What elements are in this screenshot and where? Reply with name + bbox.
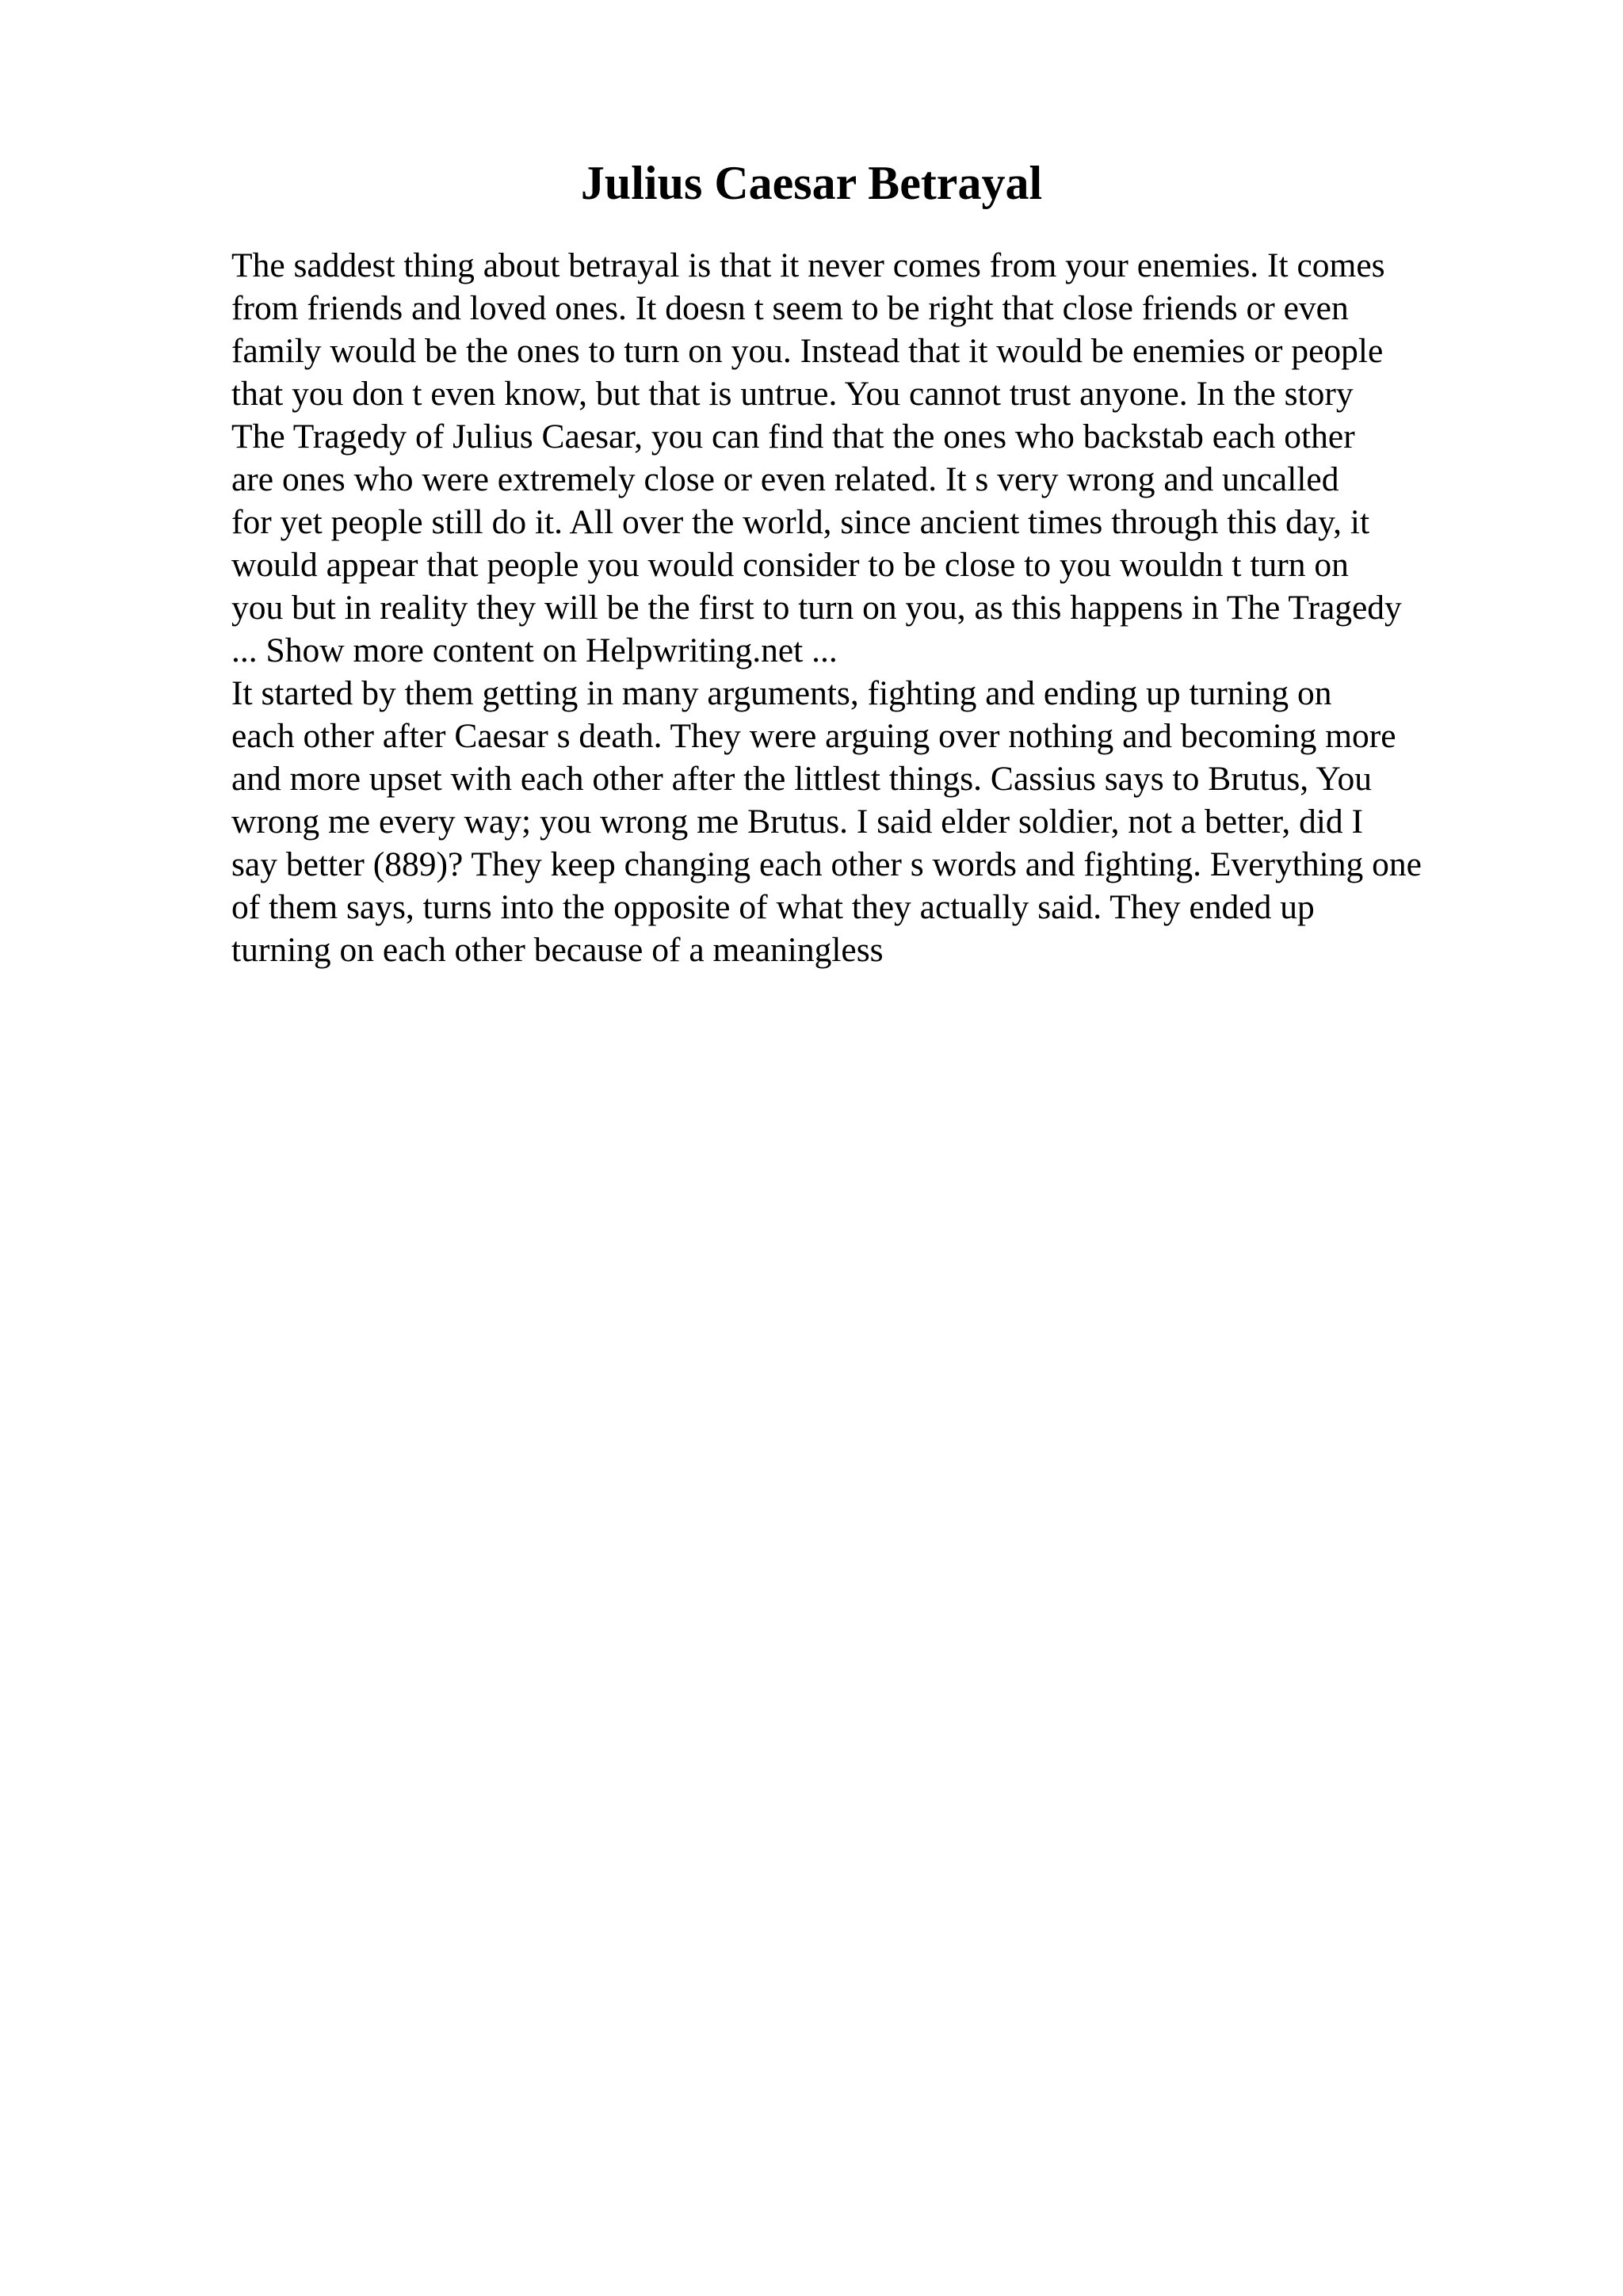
text-line: are ones who were extremely close or even related. It s very wrong and uncalled	[231, 460, 1339, 498]
text-line: would appear that people you would consider to be close to you wouldn t turn on	[231, 546, 1349, 584]
text-line: that you don t even know, but that is untrue. You cannot trust anyone. In the story	[231, 375, 1354, 413]
text-line: The saddest thing about betrayal is that it never comes from your enemies. It comes	[231, 246, 1385, 284]
text-line: for yet people still do it. All over the world, since ancient times through this day, it	[231, 503, 1370, 541]
text-line: turning on each other because of a meaningless	[231, 931, 884, 969]
text-line: The Tragedy of Julius Caesar, you can find that the ones who backstab each other	[231, 418, 1355, 456]
text-line: and more upset with each other after the littlest things. Cassius says to Brutus, You	[231, 760, 1372, 798]
text-line: you but in reality they will be the first to turn on you, as this happens in The Tragedy	[231, 589, 1402, 627]
text-line: It started by them getting in many arguments, fighting and ending up turning on	[231, 674, 1332, 712]
text-line: each other after Caesar s death. They were arguing over nothing and becoming more	[231, 717, 1396, 755]
text-line: wrong me every way; you wrong me Brutus. I said elder soldier, not a better, did I	[231, 803, 1364, 841]
show-more-notice: ... Show more content on Helpwriting.net ...	[231, 631, 838, 669]
document-title: Julius Caesar Betrayal	[580, 157, 1043, 209]
text-line: of them says, turns into the opposite of what they actually said. They ended up	[231, 888, 1315, 926]
text-line: say better (889)? They keep changing each other s words and fighting. Everything one	[231, 845, 1422, 883]
text-line: from friends and loved ones. It doesn t seem to be right that close friends or even	[231, 289, 1349, 327]
document-body	[231, 244, 1594, 971]
text-line: family would be the ones to turn on you. Instead that it would be enemies or people	[231, 332, 1384, 370]
